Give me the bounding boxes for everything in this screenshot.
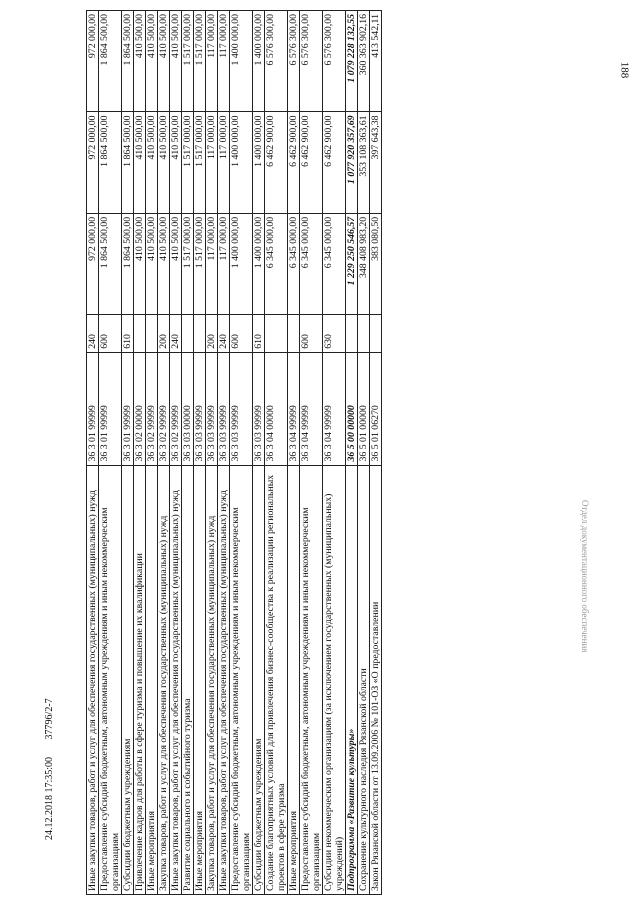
row-value-2-cell: 972 000,00 bbox=[87, 112, 99, 213]
table-row bbox=[206, 11, 218, 895]
row-value-3-cell: 972 000,00 bbox=[87, 11, 99, 112]
row-name-cell: Развитие социального и событийного туризма bbox=[182, 465, 194, 894]
footer-date: 24.12.2018 17:35:00 bbox=[44, 756, 55, 840]
table-row bbox=[194, 11, 206, 895]
table-row bbox=[323, 11, 346, 895]
row-expense-type-cell: 600 bbox=[99, 315, 122, 353]
row-code-cell: 36 3 03 99999 bbox=[253, 352, 265, 465]
row-code-cell: 36 3 04 99999 bbox=[323, 352, 346, 465]
page-number: 188 bbox=[617, 61, 630, 79]
row-value-3-cell: 117 000,00 bbox=[206, 11, 218, 112]
row-value-3-cell: 6 576 300,00 bbox=[288, 11, 300, 112]
row-value-1-cell: 348 408 983,20 bbox=[358, 213, 370, 314]
row-code-cell: 36 3 03 99999 bbox=[206, 352, 218, 465]
row-expense-type-cell bbox=[346, 315, 358, 353]
row-expense-type-cell: 600 bbox=[230, 315, 253, 353]
row-value-2-cell: 410 500,00 bbox=[134, 112, 146, 213]
table-row bbox=[253, 11, 265, 895]
row-value-1-cell: 410 500,00 bbox=[170, 213, 182, 314]
row-value-3-cell: 1 517 000,00 bbox=[182, 11, 194, 112]
row-name-cell: Привлечение кадров для работы в сфере туризма и повышение их квалификации bbox=[134, 465, 146, 894]
table-row bbox=[218, 11, 230, 895]
row-name-cell: Закупка товаров, работ и услуг для обеспечения государственных (муниципальных) нужд bbox=[206, 465, 218, 894]
row-code-cell: 36 3 04 99999 bbox=[288, 352, 300, 465]
row-value-1-cell: 410 500,00 bbox=[134, 213, 146, 314]
department-stamp: Отдел документационного обеспечения bbox=[580, 500, 590, 653]
row-name-cell: Предоставление субсидий бюджетным, автономным учреждениям и иным некоммерческим организациям bbox=[230, 465, 253, 894]
row-value-1-cell: 410 500,00 bbox=[146, 213, 158, 314]
row-code-cell: 36 3 02 00000 bbox=[134, 352, 146, 465]
row-expense-type-cell: 200 bbox=[158, 315, 170, 353]
row-expense-type-cell bbox=[265, 315, 288, 353]
row-value-3-cell: 1 400 000,00 bbox=[230, 11, 253, 112]
row-code-cell: 36 3 02 99999 bbox=[158, 352, 170, 465]
row-expense-type-cell bbox=[182, 315, 194, 353]
row-code-cell: 36 5 00 00000 bbox=[346, 352, 358, 465]
row-code-cell: 36 3 02 99999 bbox=[170, 352, 182, 465]
row-name-cell: Предоставление субсидий бюджетным, автономным учреждениям и иным некоммерческим организациям bbox=[300, 465, 323, 894]
row-code-cell: 36 3 02 99999 bbox=[146, 352, 158, 465]
row-value-2-cell: 6 462 900,00 bbox=[288, 112, 300, 213]
row-value-1-cell: 6 345 000,00 bbox=[288, 213, 300, 314]
row-expense-type-cell bbox=[134, 315, 146, 353]
row-value-2-cell: 1 517 000,00 bbox=[194, 112, 206, 213]
row-value-3-cell: 117 000,00 bbox=[218, 11, 230, 112]
row-value-3-cell: 1 517 000,00 bbox=[194, 11, 206, 112]
table-row bbox=[288, 11, 300, 895]
row-value-3-cell: 6 576 300,00 bbox=[265, 11, 288, 112]
table-row bbox=[87, 11, 99, 895]
row-value-3-cell: 6 576 300,00 bbox=[300, 11, 323, 112]
row-value-2-cell: 353 108 363,61 bbox=[358, 112, 370, 213]
row-expense-type-cell: 600 bbox=[300, 315, 323, 353]
row-name-cell: Сохранение культурного наследия Рязанской области bbox=[358, 465, 370, 894]
row-value-2-cell: 410 500,00 bbox=[158, 112, 170, 213]
row-value-1-cell: 6 345 000,00 bbox=[265, 213, 288, 314]
row-value-1-cell: 1 229 250 546,57 bbox=[346, 213, 358, 314]
row-value-3-cell: 410 500,00 bbox=[158, 11, 170, 112]
row-value-3-cell: 1 400 000,00 bbox=[253, 11, 265, 112]
row-value-2-cell: 397 643,38 bbox=[370, 112, 382, 213]
row-name-cell: Подпрограмма «Развитие культуры» bbox=[346, 465, 358, 894]
row-name-cell: Иные закупки товаров, работ и услуг для обеспечения государственных (муниципальных) нужд bbox=[87, 465, 99, 894]
table-row bbox=[146, 11, 158, 895]
row-expense-type-cell: 610 bbox=[253, 315, 265, 353]
row-expense-type-cell: 200 bbox=[206, 315, 218, 353]
row-name-cell: Создание благоприятных условий для привлечения бизнес-сообщества к реализации региональных проектов в сфере туризма bbox=[265, 465, 288, 894]
row-code-cell: 36 3 01 99999 bbox=[87, 352, 99, 465]
row-code-cell: 36 3 01 99999 bbox=[122, 352, 134, 465]
row-code-cell: 36 3 03 99999 bbox=[230, 352, 253, 465]
row-value-3-cell: 410 500,00 bbox=[134, 11, 146, 112]
row-value-1-cell: 1 517 000,00 bbox=[182, 213, 194, 314]
footer bbox=[44, 698, 55, 840]
row-value-2-cell: 1 400 000,00 bbox=[230, 112, 253, 213]
row-value-2-cell: 1 864 500,00 bbox=[122, 112, 134, 213]
row-value-1-cell: 1 864 500,00 bbox=[122, 213, 134, 314]
row-expense-type-cell bbox=[146, 315, 158, 353]
row-value-3-cell: 360 363 902,16 bbox=[358, 11, 370, 112]
row-value-1-cell: 6 345 000,00 bbox=[323, 213, 346, 314]
row-name-cell: Закон Рязанской области от 13.09.2006 № 101-ОЗ «О предоставлении bbox=[370, 465, 382, 894]
budget-table bbox=[86, 10, 382, 895]
row-code-cell: 36 5 01 06270 bbox=[370, 352, 382, 465]
row-name-cell: Субсидии некоммерческим организациям (за исключением государственных (муниципальных) учреждений) bbox=[323, 465, 346, 894]
table-row bbox=[182, 11, 194, 895]
row-value-1-cell: 972 000,00 bbox=[87, 213, 99, 314]
row-value-3-cell: 413 542,11 bbox=[370, 11, 382, 112]
row-value-2-cell: 410 500,00 bbox=[146, 112, 158, 213]
row-value-3-cell: 1 864 500,00 bbox=[122, 11, 134, 112]
row-value-3-cell: 410 500,00 bbox=[170, 11, 182, 112]
row-value-1-cell: 1 864 500,00 bbox=[99, 213, 122, 314]
row-code-cell: 36 3 01 99999 bbox=[99, 352, 122, 465]
row-name-cell: Иные мероприятия bbox=[146, 465, 158, 894]
row-value-3-cell: 410 500,00 bbox=[146, 11, 158, 112]
table-row bbox=[346, 11, 358, 895]
budget-table-container bbox=[86, 10, 542, 895]
row-value-2-cell: 117 000,00 bbox=[206, 112, 218, 213]
budget-table-body bbox=[87, 11, 382, 895]
table-row bbox=[134, 11, 146, 895]
row-value-3-cell: 1 864 500,00 bbox=[99, 11, 122, 112]
table-row bbox=[170, 11, 182, 895]
row-name-cell: Иные закупки товаров, работ и услуг для обеспечения государственных (муниципальных) нужд bbox=[170, 465, 182, 894]
row-name-cell: Субсидии бюджетным учреждениям bbox=[122, 465, 134, 894]
row-value-1-cell: 383 080,50 bbox=[370, 213, 382, 314]
row-value-1-cell: 410 500,00 bbox=[158, 213, 170, 314]
row-expense-type-cell: 630 bbox=[323, 315, 346, 353]
row-value-1-cell: 1 517 000,00 bbox=[194, 213, 206, 314]
table-row bbox=[158, 11, 170, 895]
table-row bbox=[230, 11, 253, 895]
row-value-1-cell: 1 400 000,00 bbox=[230, 213, 253, 314]
row-value-3-cell: 6 576 300,00 bbox=[323, 11, 346, 112]
row-value-1-cell: 117 000,00 bbox=[206, 213, 218, 314]
row-name-cell: Предоставление субсидий бюджетным, автономным учреждениям и иным некоммерческим организациям bbox=[99, 465, 122, 894]
row-expense-type-cell: 610 bbox=[122, 315, 134, 353]
row-value-2-cell: 1 517 000,00 bbox=[182, 112, 194, 213]
table-row bbox=[370, 11, 382, 895]
row-code-cell: 36 3 03 00000 bbox=[182, 352, 194, 465]
row-value-2-cell: 6 462 900,00 bbox=[323, 112, 346, 213]
row-code-cell: 36 3 03 99999 bbox=[194, 352, 206, 465]
row-expense-type-cell: 240 bbox=[218, 315, 230, 353]
row-value-1-cell: 117 000,00 bbox=[218, 213, 230, 314]
row-code-cell: 36 5 01 00000 bbox=[358, 352, 370, 465]
row-value-1-cell: 1 400 000,00 bbox=[253, 213, 265, 314]
row-value-2-cell: 6 462 900,00 bbox=[300, 112, 323, 213]
table-row bbox=[358, 11, 370, 895]
row-code-cell: 36 3 03 99999 bbox=[218, 352, 230, 465]
row-name-cell: Иные мероприятия bbox=[194, 465, 206, 894]
table-row bbox=[265, 11, 288, 895]
footer-doc-id: 37796/2-7 bbox=[44, 698, 55, 740]
row-value-2-cell: 6 462 900,00 bbox=[265, 112, 288, 213]
row-expense-type-cell bbox=[358, 315, 370, 353]
row-name-cell: Иные закупки товаров, работ и услуг для обеспечения государственных (муниципальных) нужд bbox=[218, 465, 230, 894]
table-row bbox=[99, 11, 122, 895]
row-value-1-cell: 6 345 000,00 bbox=[300, 213, 323, 314]
row-name-cell: Иные мероприятия bbox=[288, 465, 300, 894]
row-expense-type-cell bbox=[194, 315, 206, 353]
row-expense-type-cell bbox=[370, 315, 382, 353]
row-value-2-cell: 1 864 500,00 bbox=[99, 112, 122, 213]
row-expense-type-cell: 240 bbox=[87, 315, 99, 353]
row-value-2-cell: 117 000,00 bbox=[218, 112, 230, 213]
row-name-cell: Закупка товаров, работ и услуг для обеспечения государственных (муниципальных) нужд bbox=[158, 465, 170, 894]
table-row bbox=[300, 11, 323, 895]
row-value-2-cell: 1 077 920 357,69 bbox=[346, 112, 358, 213]
row-code-cell: 36 3 04 00000 bbox=[265, 352, 288, 465]
row-value-3-cell: 1 079 228 132,55 bbox=[346, 11, 358, 112]
row-name-cell: Субсидии бюджетным учреждениям bbox=[253, 465, 265, 894]
row-expense-type-cell: 240 bbox=[170, 315, 182, 353]
row-value-2-cell: 1 400 000,00 bbox=[253, 112, 265, 213]
table-row bbox=[122, 11, 134, 895]
row-code-cell: 36 3 04 99999 bbox=[300, 352, 323, 465]
row-value-2-cell: 410 500,00 bbox=[170, 112, 182, 213]
row-expense-type-cell bbox=[288, 315, 300, 353]
